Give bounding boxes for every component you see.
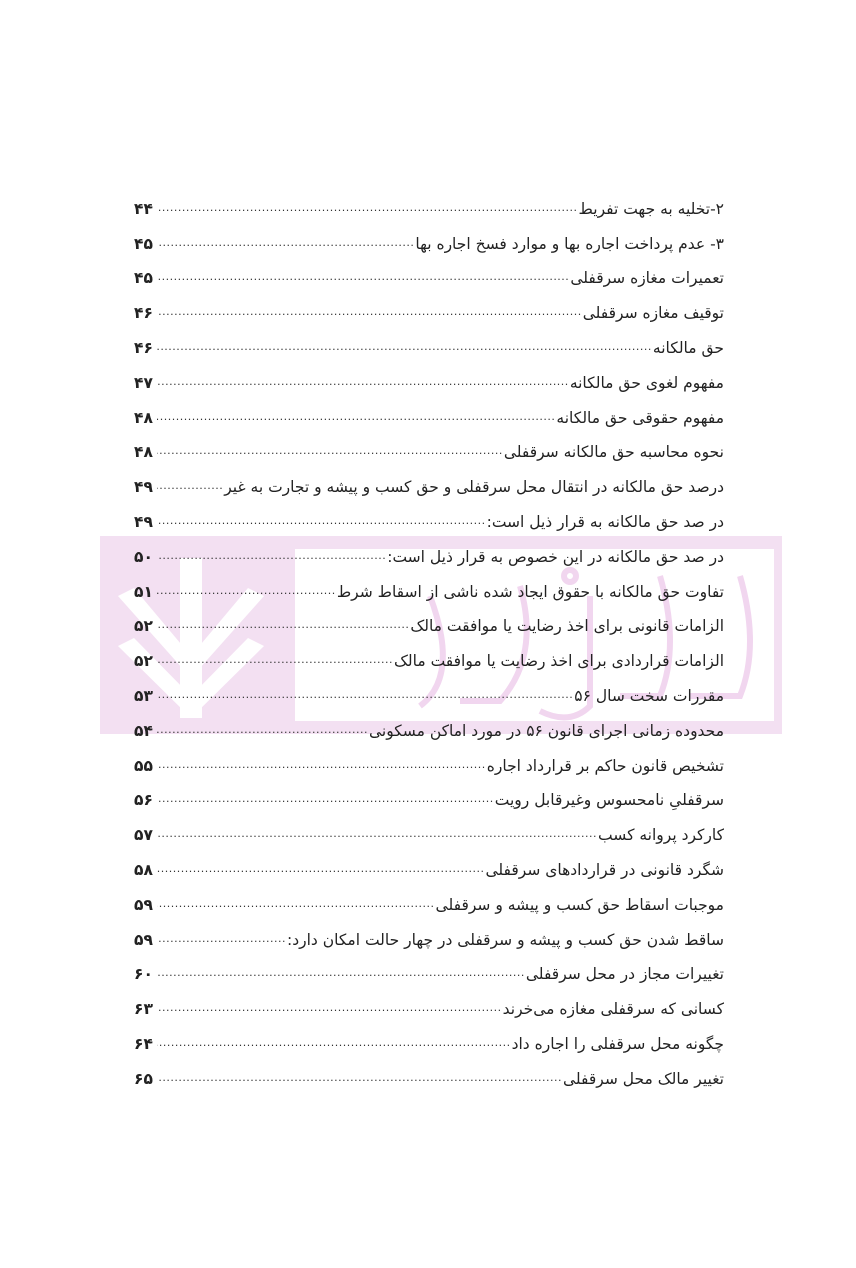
dot-leader xyxy=(157,271,569,282)
toc-entry[interactable] xyxy=(134,809,724,844)
toc-entry-title: شگرد قانونی در قراردادهای سرقفلی xyxy=(485,860,724,879)
toc-entry-page: ۶۴ xyxy=(134,1034,153,1053)
toc-entry[interactable] xyxy=(134,740,724,775)
toc-entry-page: ۴۴ xyxy=(134,199,153,218)
toc-entry-title: در صد حق مالکانه در این خصوص به قرار ذیل است: xyxy=(387,547,724,566)
toc-entry[interactable] xyxy=(134,183,724,218)
toc-entry-page: ۴۶ xyxy=(134,304,153,323)
toc-entry[interactable] xyxy=(134,670,724,705)
toc-entry[interactable] xyxy=(134,949,724,984)
toc-entry-page: ۴۵ xyxy=(134,269,153,288)
toc-entry-title: الزامات قانونی برای اخذ رضایت یا موافقت مالک xyxy=(410,617,724,636)
dot-leader xyxy=(157,550,386,561)
toc-entry-page: ۵۰ xyxy=(134,547,153,566)
dot-leader xyxy=(157,654,393,665)
toc-entry-title: مفهوم لغوی حق مالکانه xyxy=(569,373,724,392)
dot-leader xyxy=(157,724,368,735)
dot-leader xyxy=(157,202,578,213)
toc-entry-title: ۲-تخلیه به جهت تفریط xyxy=(578,199,724,218)
toc-entry[interactable] xyxy=(134,392,724,427)
dot-leader xyxy=(157,967,525,978)
toc-entry-page: ۴۶ xyxy=(134,338,153,357)
toc-entry[interactable] xyxy=(134,253,724,288)
toc-entry-page: ۵۵ xyxy=(134,756,153,775)
toc-entry-title: تفاوت حق مالکانه با حقوق ایجاد شده ناشی از اسقاط شرط xyxy=(336,582,724,601)
toc-entry-title: موجبات اسقاط حق کسب و پیشه و سرقفلی xyxy=(435,895,724,914)
toc-entry-title: چگونه محل سرقفلی را اجاره داد xyxy=(511,1034,724,1053)
toc-entry[interactable] xyxy=(134,531,724,566)
toc-entry-page: ۵۱ xyxy=(134,582,153,601)
toc-entry-page: ۵۶ xyxy=(134,791,153,810)
dot-leader xyxy=(157,480,223,491)
toc-entry-page: ۵۲ xyxy=(134,652,153,671)
toc-entry[interactable] xyxy=(134,322,724,357)
dot-leader xyxy=(157,237,414,248)
toc-entry-page: ۵۳ xyxy=(134,686,153,705)
dot-leader xyxy=(157,828,597,839)
toc-entry-page: ۵۹ xyxy=(134,895,153,914)
dot-leader xyxy=(157,1037,511,1048)
toc-entry[interactable] xyxy=(134,218,724,253)
toc-entry-page: ۵۷ xyxy=(134,826,153,845)
toc-entry[interactable] xyxy=(134,635,724,670)
toc-entry-title: تغییر مالک محل سرقفلی xyxy=(563,1069,724,1088)
toc-entry-title: درصد حق مالکانه در انتقال محل سرقفلی و حق کسب و پیشه و تجارت به غیر xyxy=(224,478,724,497)
toc-entry[interactable] xyxy=(134,566,724,601)
toc-entry[interactable] xyxy=(134,287,724,322)
dot-leader xyxy=(157,1072,562,1083)
toc-entry[interactable] xyxy=(134,427,724,462)
toc-entry-title: ۳- عدم پرداخت اجاره بها و موارد فسخ اجاره بها xyxy=(415,234,724,253)
dot-leader xyxy=(157,619,409,630)
dot-leader xyxy=(157,689,573,700)
toc-entry-page: ۵۴ xyxy=(134,721,153,740)
toc-entry-title: در صد حق مالکانه به قرار ذیل است: xyxy=(486,512,724,531)
dot-leader xyxy=(157,793,494,804)
toc-entry-title: مفهوم حقوقی حق مالکانه xyxy=(556,408,724,427)
dot-leader xyxy=(157,1002,502,1013)
toc-entry[interactable] xyxy=(134,601,724,636)
toc-entry[interactable] xyxy=(134,914,724,949)
toc-entry-title: تشخیص قانون حاکم بر قرارداد اجاره xyxy=(486,756,724,775)
toc-entry[interactable] xyxy=(134,357,724,392)
table-of-contents xyxy=(134,183,724,1088)
dot-leader xyxy=(157,515,486,526)
toc-entry[interactable] xyxy=(134,775,724,810)
toc-entry-page: ۴۹ xyxy=(134,512,153,531)
dot-leader xyxy=(157,445,503,456)
toc-entry-page: ۴۸ xyxy=(134,443,153,462)
toc-entry[interactable] xyxy=(134,844,724,879)
toc-entry[interactable] xyxy=(134,879,724,914)
toc-entry-title: مقررات سخت سال ۵۶ xyxy=(574,686,724,705)
toc-entry-title: تعمیرات مغازه سرقفلی xyxy=(570,269,724,288)
dot-leader xyxy=(157,411,555,422)
toc-entry[interactable] xyxy=(134,705,724,740)
toc-entry-title: کارکرد پروانه کسب xyxy=(598,826,724,845)
toc-entry-page: ۴۷ xyxy=(134,373,153,392)
toc-entry[interactable] xyxy=(134,461,724,496)
toc-entry-page: ۶۳ xyxy=(134,1000,153,1019)
toc-entry-title: الزامات قراردادی برای اخذ رضایت یا موافقت مالک xyxy=(394,652,724,671)
toc-entry-page: ۴۸ xyxy=(134,408,153,427)
toc-entry-title: محدوده زمانی اجرای قانون ۵۶ در مورد اماکن مسکونی xyxy=(368,721,724,740)
toc-entry[interactable] xyxy=(134,1018,724,1053)
toc-entry-title: نحوه محاسبه حق مالکانه سرقفلی xyxy=(503,443,724,462)
toc-entry-page: ۶۵ xyxy=(134,1069,153,1088)
dot-leader xyxy=(157,341,652,352)
dot-leader xyxy=(157,376,569,387)
toc-entry-title: توقیف مغازه سرقفلی xyxy=(582,304,724,323)
toc-entry-page: ۴۹ xyxy=(134,478,153,497)
dot-leader xyxy=(157,863,484,874)
toc-entry-page: ۴۵ xyxy=(134,234,153,253)
toc-entry-title: ساقط شدن حق کسب و پیشه و سرقفلی در چهار حالت امکان دارد: xyxy=(287,930,724,949)
toc-entry-page: ۵۲ xyxy=(134,617,153,636)
toc-entry-title: تغییرات مجاز در محل سرقفلی xyxy=(525,965,724,984)
dot-leader xyxy=(157,759,486,770)
toc-entry-title: سرقفلیِ نامحسوس وغیرقابل رویت xyxy=(494,791,724,810)
toc-entry[interactable] xyxy=(134,983,724,1018)
dot-leader xyxy=(157,933,286,944)
toc-entry-page: ۵۹ xyxy=(134,930,153,949)
toc-entry[interactable] xyxy=(134,1053,724,1088)
dot-leader xyxy=(157,306,582,317)
dot-leader xyxy=(157,585,336,596)
toc-entry-page: ۵۸ xyxy=(134,860,153,879)
toc-entry-page: ۶۰ xyxy=(134,965,153,984)
toc-entry-title: کسانی که سرقفلی مغازه می‌خرند xyxy=(502,1000,724,1019)
toc-entry[interactable] xyxy=(134,496,724,531)
toc-entry-title: حق مالکانه xyxy=(652,338,724,357)
dot-leader xyxy=(157,898,435,909)
